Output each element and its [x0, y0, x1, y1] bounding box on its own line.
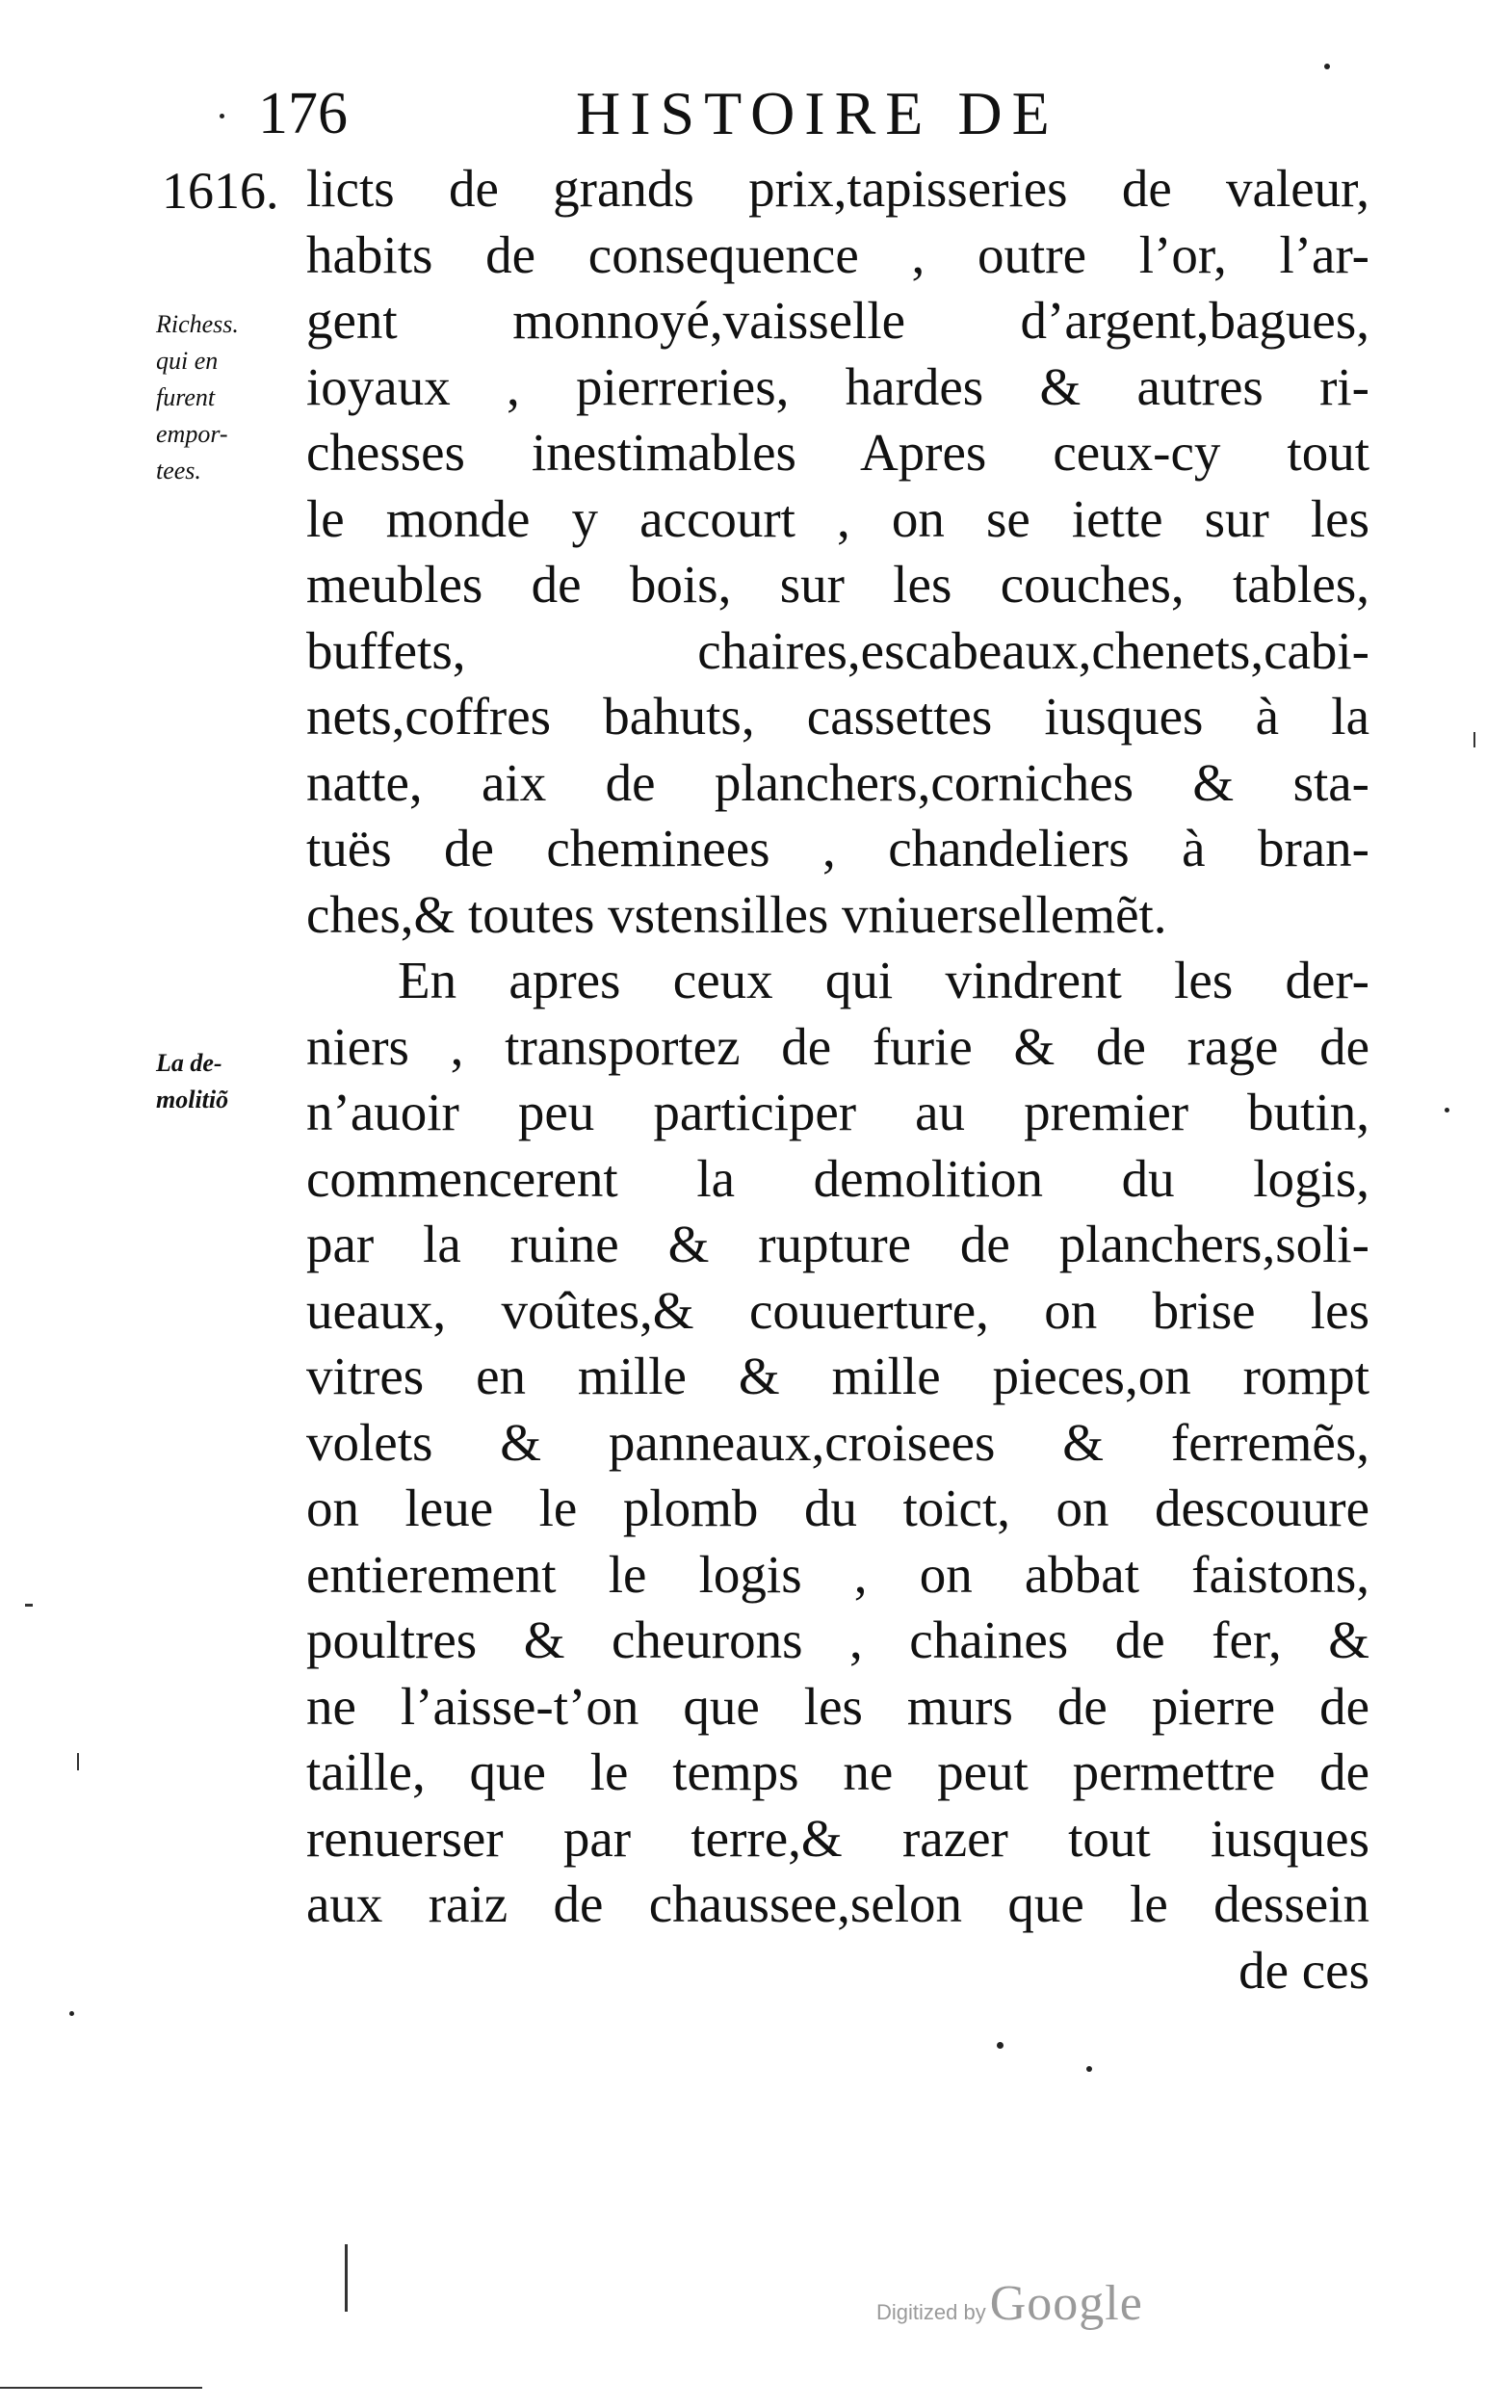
body-text	[306, 156, 1369, 2003]
text-line: ueaux, voûtes,& couuerture, on brise les	[306, 1280, 1369, 1340]
side-note-line: empor-	[156, 420, 228, 448]
text-line: renuerser par terre,& razer tout iusques	[306, 1808, 1369, 1868]
running-title: HISTOIRE DE	[576, 79, 1059, 147]
text-line: nets,coffres bahuts, cassettes iusques à la	[306, 687, 1369, 746]
text-line: aux raiz de chaussee,selon que le dessein	[306, 1874, 1369, 1933]
text-line: le monde y accourt , on se iette sur les	[306, 488, 1369, 548]
scan-speck	[997, 2042, 1004, 2049]
text-line: niers , transportez de furie & de rage de	[306, 1016, 1369, 1076]
margin-year: 1616.	[162, 162, 279, 220]
side-note-line: molitiõ	[156, 1086, 229, 1113]
side-note-demolition	[156, 1045, 310, 1118]
text-line: poultres & cheurons , chaines de fer, &	[306, 1610, 1369, 1669]
text-line: licts de grands prix,tapisseries de valeur,	[306, 159, 1369, 218]
text-line: gent monnoyé,vaisselle d’argent,bagues,	[306, 291, 1369, 350]
page-number: 176	[258, 81, 348, 146]
catchword: de ces	[1238, 1940, 1369, 2000]
scan-speck	[220, 114, 224, 118]
text-line: chesses inestimables Apres ceux-cy tout	[306, 423, 1369, 482]
side-note-line: La de-	[156, 1049, 222, 1077]
text-line: habits de consequence , outre l’or, l’ar-	[306, 224, 1369, 284]
text-line: on leue le plomb du toict, on descouure	[306, 1479, 1369, 1537]
scan-mark	[1473, 732, 1475, 747]
side-note-line: tees.	[156, 457, 201, 484]
side-note-line: Richess.	[156, 310, 239, 338]
text-line: taille, que le temps ne peut permettre de	[306, 1742, 1369, 1801]
text-line: meubles de bois, sur les couches, tables,	[306, 555, 1369, 614]
watermark-logo: Google	[989, 2276, 1143, 2331]
scan-speck	[1086, 2066, 1092, 2072]
side-note-line: furent	[156, 383, 216, 411]
text-line: commencerent la demolition du logis,	[306, 1148, 1369, 1208]
scan-speck	[1324, 64, 1330, 69]
scan-mark	[77, 1753, 79, 1770]
text-line: ne l’aisse-t’on que les murs de pierre de	[306, 1676, 1369, 1736]
scan-speck	[69, 2011, 74, 2016]
scan-mark	[345, 2244, 348, 2312]
text-line: n’auoir peu participer au premier butin,	[306, 1083, 1369, 1141]
text-line: natte, aix de planchers,corniches & sta-	[306, 752, 1369, 812]
text-line: buffets, chaires,escabeaux,chenets,cabi-	[306, 620, 1369, 680]
side-note-line: qui en	[156, 347, 219, 375]
text-line: En apres ceux qui vindrent les der-	[398, 951, 1369, 1009]
text-line: par la ruine & rupture de planchers,soli-	[306, 1215, 1369, 1273]
scan-mark	[25, 1604, 33, 1607]
text-line: tuës de cheminees , chandeliers à bran-	[306, 819, 1369, 877]
digitized-watermark	[876, 2275, 1143, 2332]
text-line: vitres en mille & mille pieces,on rompt	[306, 1347, 1369, 1405]
text-line: ioyaux , pierreries, hardes & autres ri-	[306, 356, 1369, 416]
scan-speck	[1445, 1108, 1449, 1112]
side-note-riches	[156, 306, 310, 489]
text-line: entierement le logis , on abbat faistons,	[306, 1544, 1369, 1604]
scan-mark	[0, 2387, 202, 2389]
text-line: volets & panneaux,croisees & ferremẽs,	[306, 1412, 1369, 1472]
text-line: ches,& toutes vstensilles vniuersellemẽt.	[306, 884, 1167, 944]
watermark-prefix: Digitized by	[876, 2300, 986, 2324]
